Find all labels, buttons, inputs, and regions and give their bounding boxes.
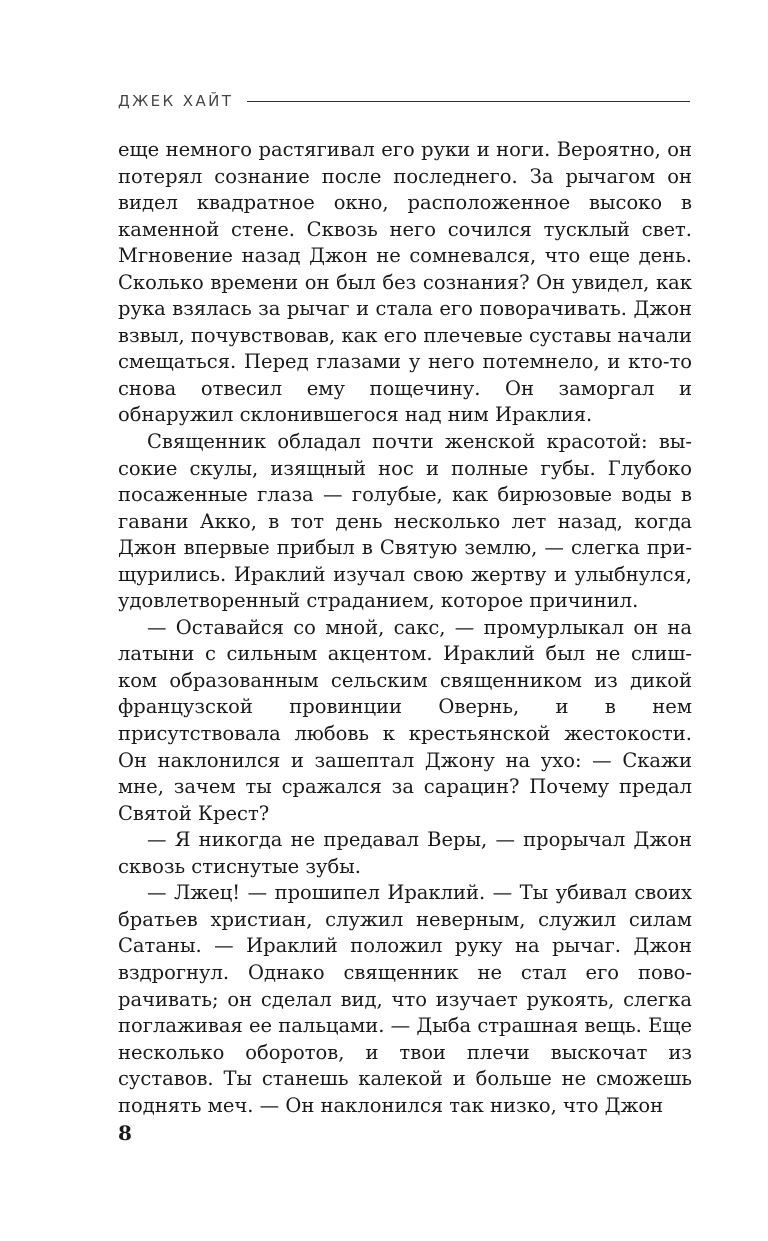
body-text — [118, 137, 692, 1119]
paragraph: — Я никогда не предавал Веры, — прорычал Джон сквозь стиснутые зубы. — [118, 828, 692, 878]
running-header — [118, 88, 690, 114]
paragraph: Священник обладал почти женской красотой: высокие скулы, изящный нос и полные губы. Глубоко посаженные глаза — голубые, как бирюзовые воды в гавани Акко, в тот день несколько лет назад, когда Джон впервые прибыл в Святую землю, — слегка прищурились. Ираклий изучал свою жертву и улыбнулся, удовлетворенный страданием, которое причинил. — [118, 430, 692, 613]
running-header-author: ДЖЕК ХАЙТ — [118, 92, 234, 110]
page-number: 8 — [118, 1121, 132, 1145]
paragraph: еще немного растягивал его руки и ноги. Вероятно, он потерял сознание после последнего. За рычагом он видел квадратное окно, расположенное высоко в каменной стене. Сквозь него сочился тусклый свет. Мгновение назад Джон не сомневался, что еще день. Сколько времени он был без сознания? Он увидел, как рука взялась за рычаг и стала его поворачивать. Джон взвыл, почувствовав, как его плечевые суставы начали смещаться. Перед глазами у него потемнело, и кто-то снова отвесил ему пощечину. Он заморгал и обнаружил склонившегося над ним Ираклия. — [118, 138, 692, 427]
paragraph: — Оставайся со мной, сакс, — промурлыкал он на латыни с сильным акцентом. Ираклий был не слишком образованным сельским священником из дикой французской провинции Овернь, и в нем присутствовала любовь к крестьянской жестокости. Он наклонился и зашептал Джону на ухо: — Скажи мне, зачем ты сражался за сарацин? Почему предал Святой Крест? — [118, 615, 692, 825]
paragraph: — Лжец! — прошипел Ираклий. — Ты убивал своих братьев христиан, служил неверным, служил силам Сатаны. — Ираклий положил руку на рычаг. Джон вздрогнул. Однако священник не стал его поворачивать; он сделал вид, что изучает рукоять, слегка поглаживая ее пальцами. — Дыба страшная вещь. Еще несколько оборотов, и твои плечи выскочат из суставов. Ты станешь калекой и больше не сможешь поднять меч. — Он наклонился так низко, что Джон — [118, 881, 692, 1117]
header-rule — [247, 101, 690, 102]
